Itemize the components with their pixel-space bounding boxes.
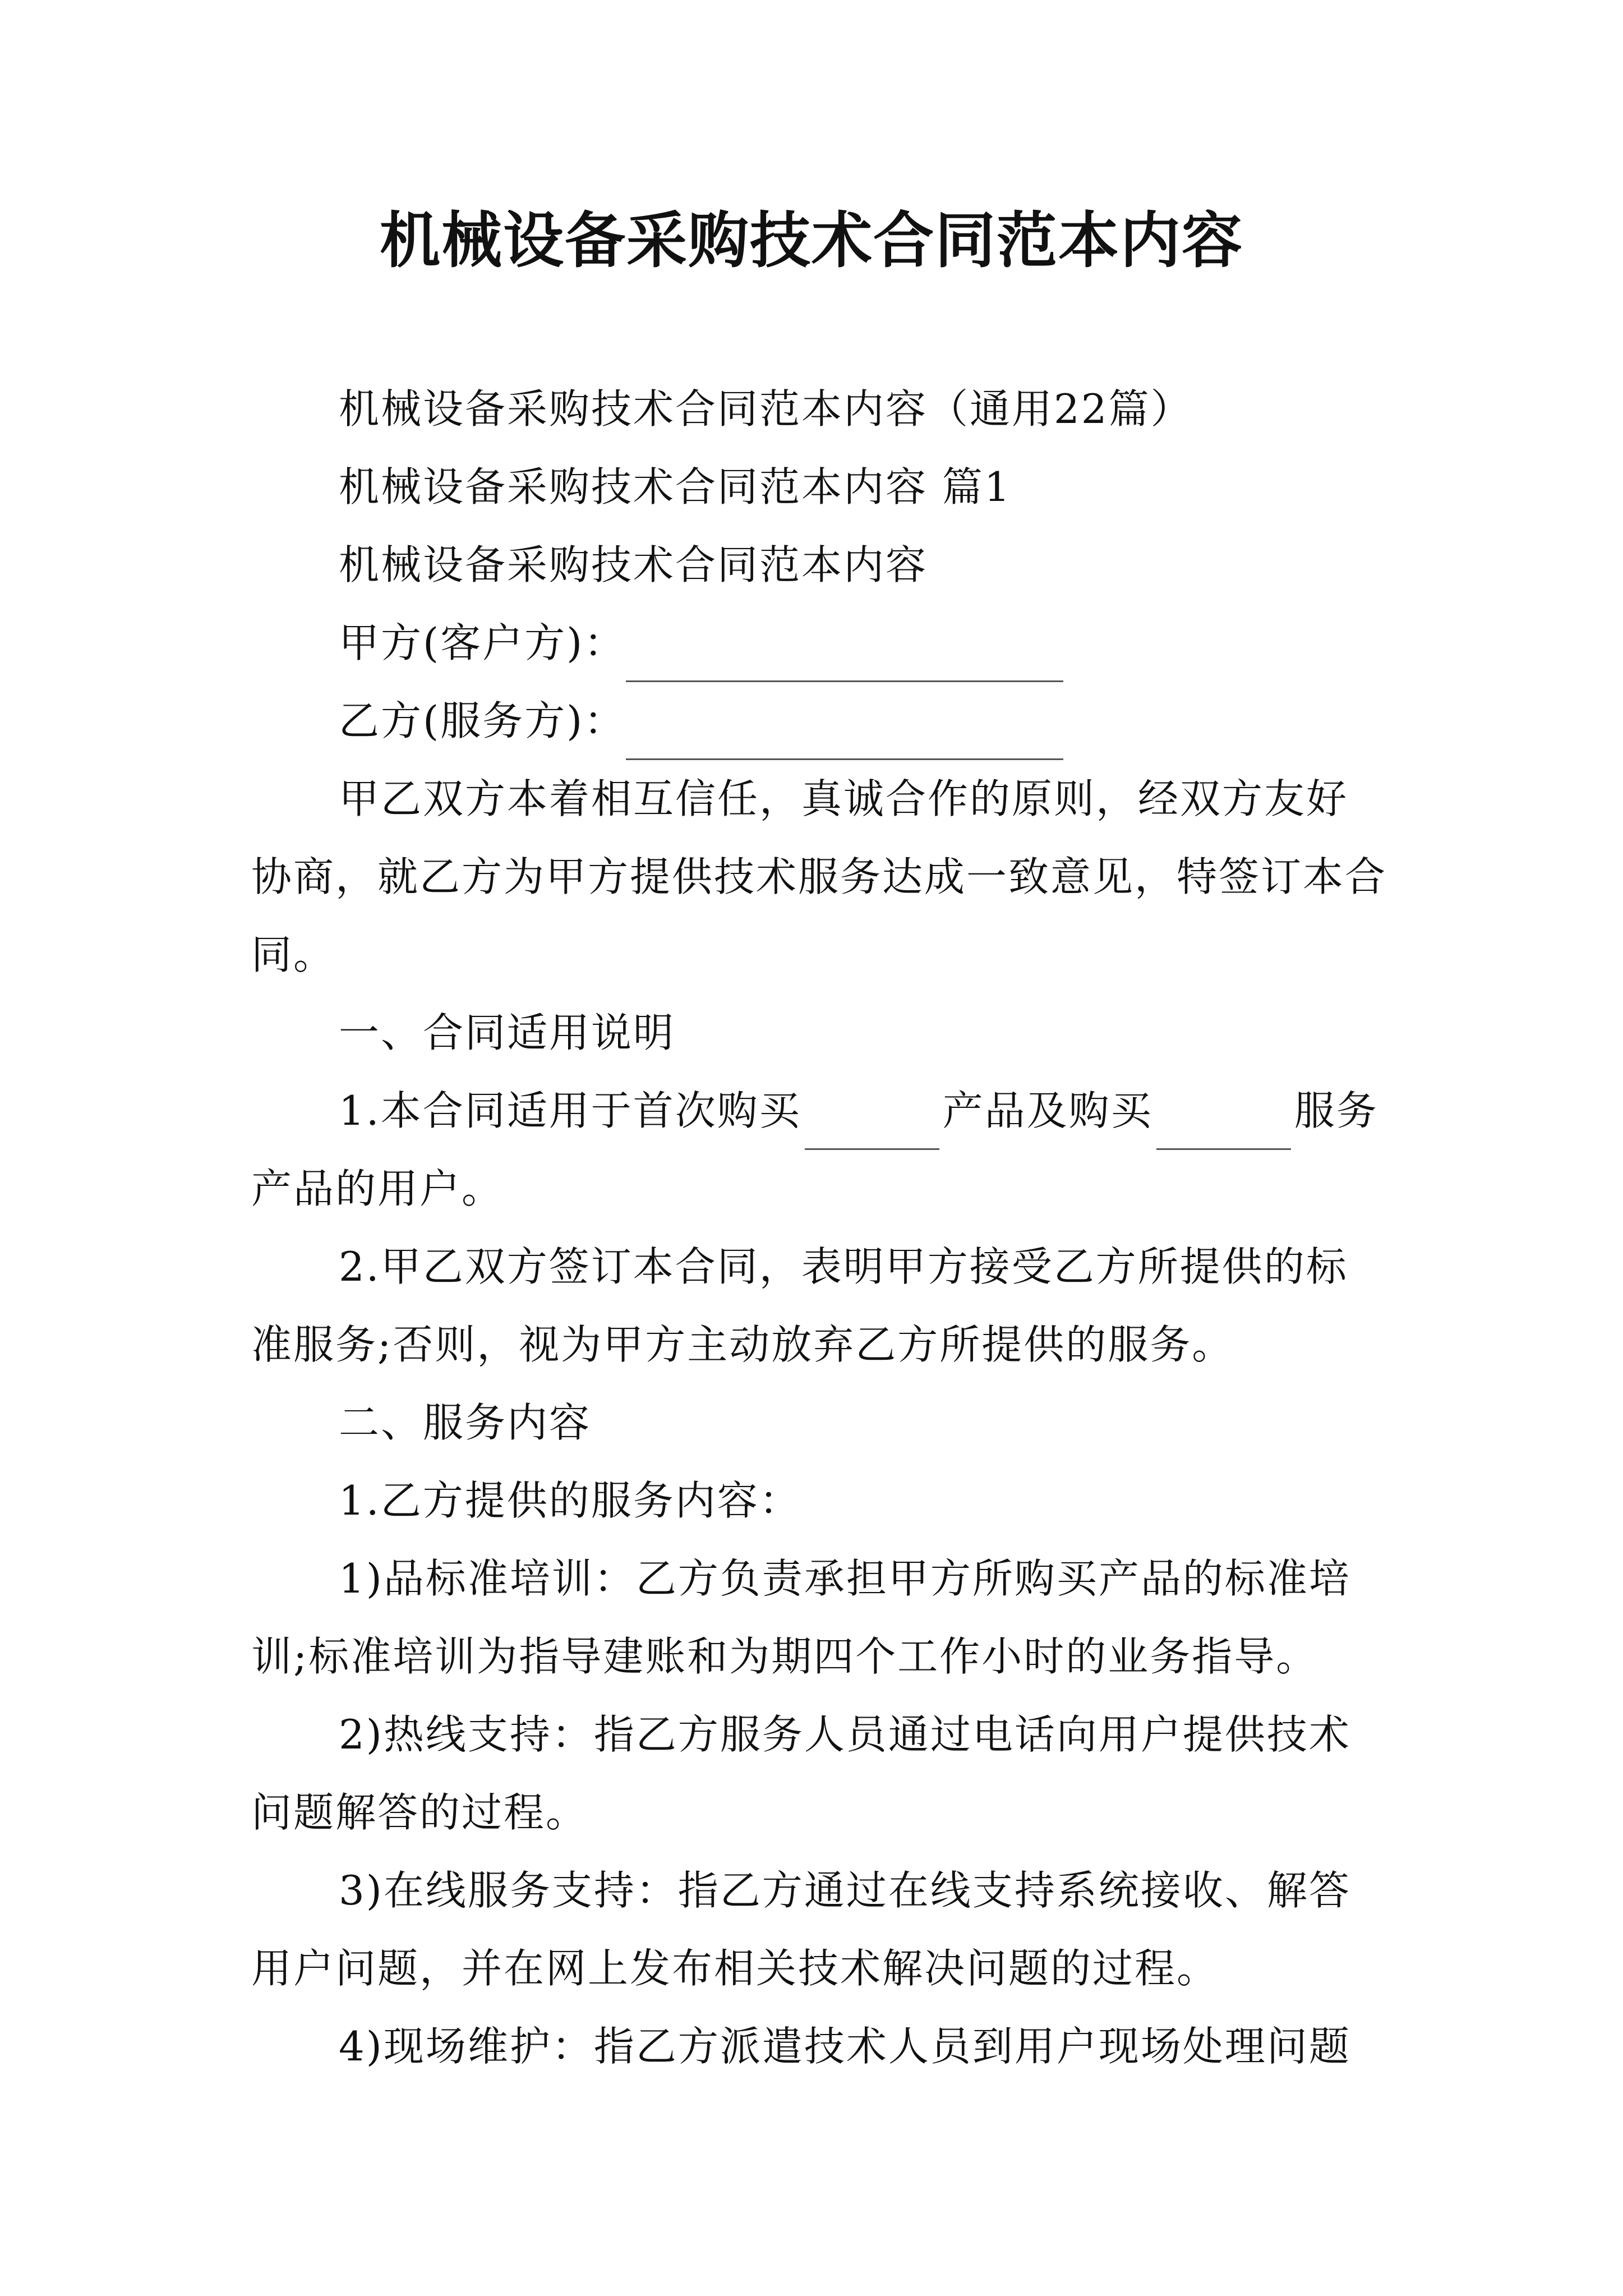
product-blank [805,1092,939,1150]
section-1-title: 一、合同适用说明 [339,1009,676,1056]
contract-name: 机械设备采购技术合同范本内容 [339,541,928,588]
document-title: 机械设备采购技术合同范本内容 [379,206,1243,276]
item-2-1-2: 2)热线支持：指乙方服务人员通过电话向用户提供技术问题解答的过程。 [251,1711,1351,1836]
item-2-1: 1.乙方提供的服务内容： [339,1477,801,1524]
item-2-1-3: 3)在线服务支持：指乙方通过在线支持系统接收、解答用户问题，并在网上发布相关技术解决问题的过程。 [251,1867,1351,1992]
item-1-1-part3: 服务产品的用户。 [251,1087,1378,1212]
party-a-label: 甲方(客户方)： [339,619,626,666]
party-a-blank [626,624,1063,682]
party-b-label: 乙方(服务方)： [339,697,626,744]
item-2-1-4: 4)现场维护：指乙方派遣技术人员到用户现场处理问题 [339,2023,1351,2070]
item-1-1-part2: 产品及购买 [942,1087,1153,1134]
section-2-title: 二、服务内容 [339,1399,592,1446]
subtitle: 机械设备采购技术合同范本内容（通用22篇） [339,385,1193,432]
item-1-1 [251,1072,1390,1228]
item-1-1-part1: 1.本合同适用于首次购买 [339,1087,801,1134]
item-2-1-1: 1)品标准培训：乙方负责承担甲方所购买产品的标准培训;标准培训为指导建账和为期四个工作小时的业务指导。 [251,1555,1351,1680]
party-b-line [251,682,1390,760]
service-blank [1156,1092,1291,1150]
item-1-2: 2.甲乙双方签订本合同，表明甲方接受乙方所提供的标准服务;否则，视为甲方主动放弃乙方所提供的服务。 [251,1243,1348,1368]
party-b-blank [626,702,1063,760]
preamble-paragraph: 甲乙双方本着相互信任，真诚合作的原则，经双方友好协商，就乙方为甲方提供技术服务达成一致意见，特签订本合同。 [251,775,1387,978]
document-body [251,370,1390,2086]
party-a-line [251,604,1390,682]
section-heading: 机械设备采购技术合同范本内容 篇1 [339,463,1012,510]
